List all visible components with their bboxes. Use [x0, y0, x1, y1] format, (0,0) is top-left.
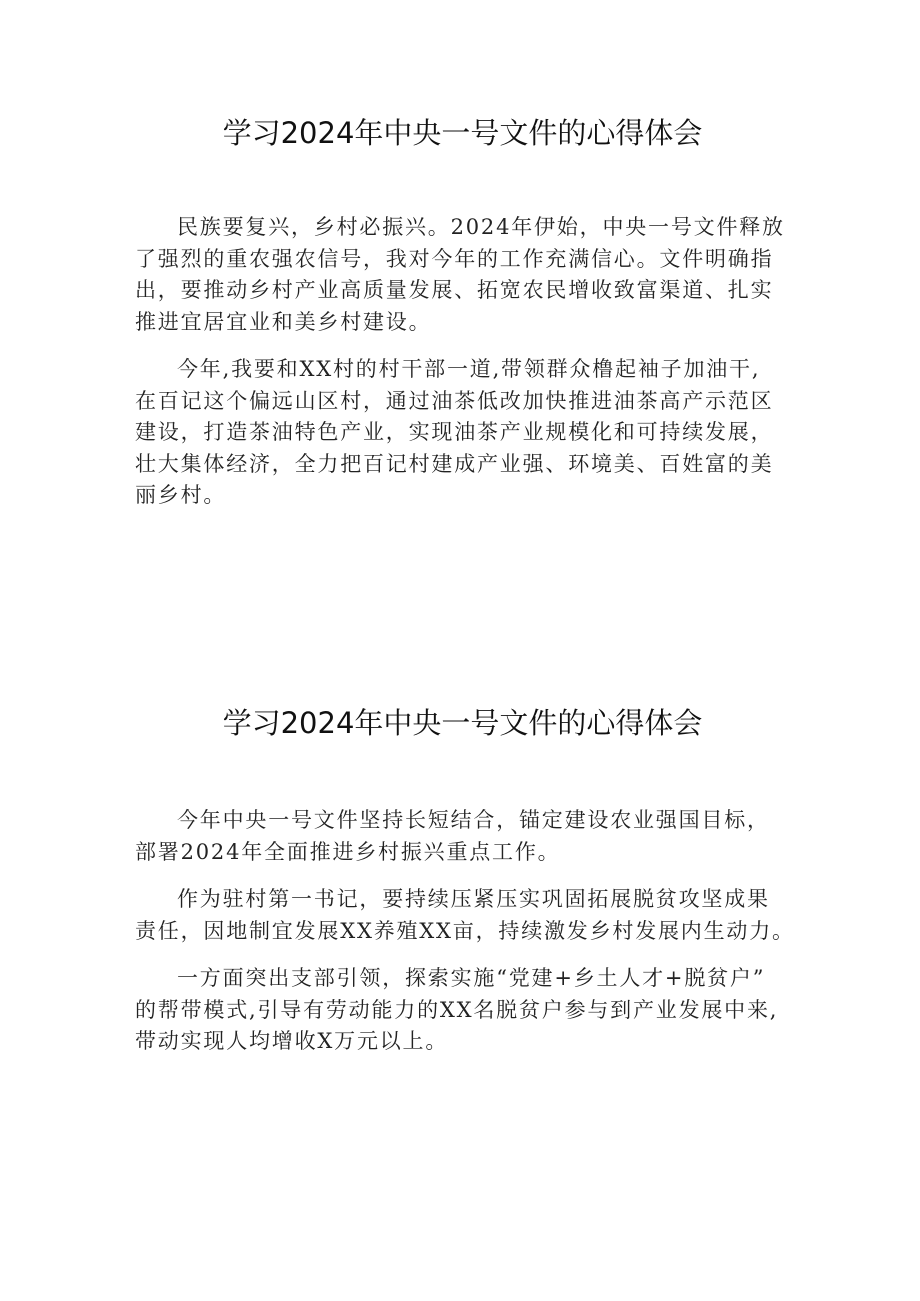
article-1 [135, 113, 790, 512]
article-body [135, 805, 795, 1058]
text-line: 民族要复兴，乡村必振兴。2024年伊始，中央一号文件释放 [177, 215, 785, 239]
text-line: 部署2024年全面推进乡村振兴重点工作。 [135, 839, 561, 864]
article-title: 学习2024年中央一号文件的心得体会 [222, 116, 703, 150]
text-line: 壮大集体经济，全力把百记村建成产业强、环境美、百姓富的美 [135, 451, 774, 476]
article-title: 学习2024年中央一号文件的心得体会 [222, 706, 703, 740]
article-body [135, 212, 790, 512]
paragraph [135, 212, 790, 338]
article-2 [135, 703, 795, 1058]
text-line: 丽乡村。 [135, 483, 227, 507]
text-line: 在百记这个偏远山区村，通过油茶低改加快推进油茶高产示范区 [135, 388, 774, 413]
paragraph [135, 805, 790, 868]
text-line: 责任，因地制宜发展XX养殖XX亩，持续激发乡村发展内生动力。 [135, 918, 795, 943]
paragraph [135, 884, 795, 947]
text-line: 一方面突出支部引领，探索实施“党建+乡土人才+脱贫户” [177, 966, 766, 990]
text-line: 今年中央一号文件坚持长短结合，锚定建设农业强国目标， [177, 808, 770, 832]
text-line: 的帮带模式,引导有劳动能力的XX名脱贫户参与到产业发展中来, [135, 997, 779, 1022]
text-line: 推进宜居宜业和美乡村建设。 [135, 309, 432, 334]
text-line: 出，要推动乡村产业高质量发展、拓宽农民增收致富渠道、扎实 [135, 278, 774, 302]
paragraph [135, 963, 790, 1058]
text-line: 带动实现人均增收X万元以上。 [135, 1029, 449, 1053]
paragraph [135, 354, 790, 512]
text-line: 今年,我要和XX村的村干部一道,带领群众橹起袖子加油干, [177, 357, 761, 381]
text-line: 了强烈的重农强农信号，我对今年的工作充满信心。文件明确指 [135, 246, 774, 271]
text-line: 建设，打造茶油特色产业，实现油茶产业规模化和可持续发展， [135, 420, 774, 444]
text-line: 作为驻村第一书记，要持续压紧压实巩固拓展脱贫攻坚成果 [177, 887, 770, 911]
